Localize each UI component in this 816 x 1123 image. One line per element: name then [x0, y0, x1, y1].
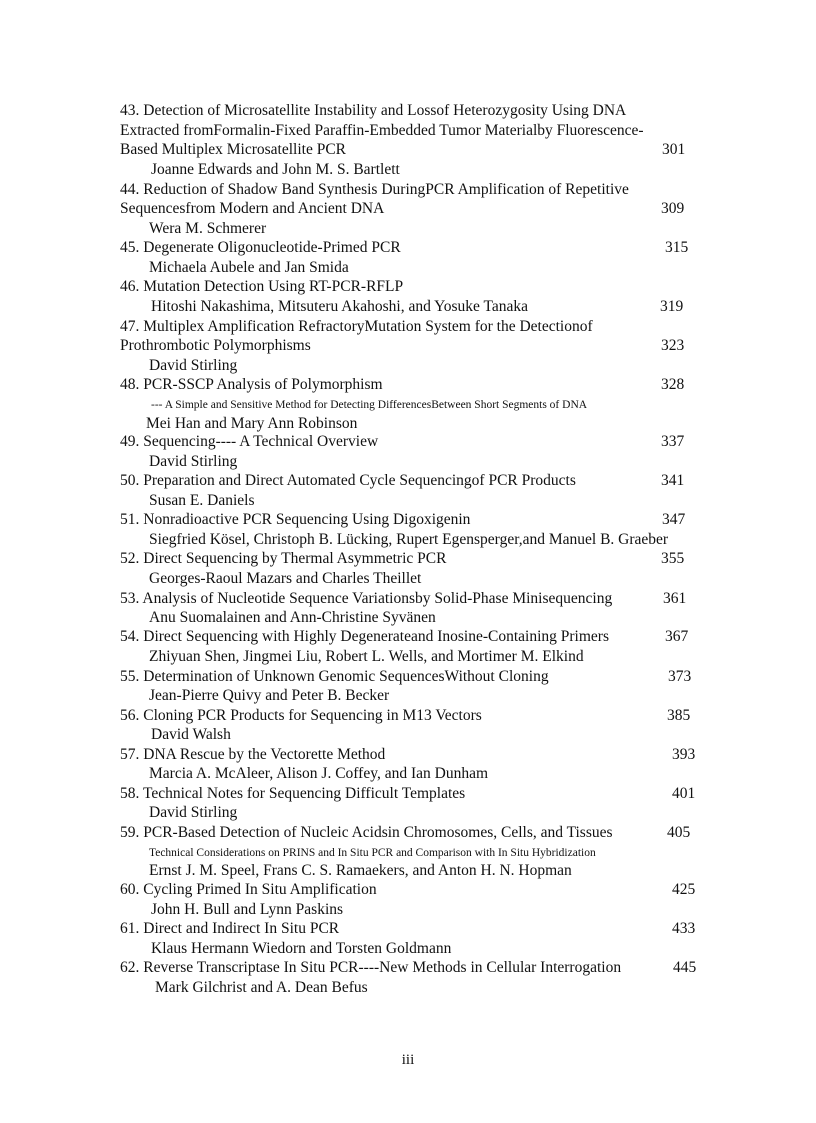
toc-entry-title: 54. Direct Sequencing with Highly Degenerateand Inosine-Containing Primers	[120, 628, 609, 645]
toc-page-number: 367	[665, 628, 689, 645]
toc-entry-title: 52. Direct Sequencing by Thermal Asymmetric PCR	[120, 550, 447, 567]
toc-entry-authors: Jean-Pierre Quivy and Peter B. Becker	[149, 687, 390, 704]
toc-page-number: 425	[672, 881, 696, 898]
toc-page-number: 341	[661, 472, 685, 489]
toc-page-number: 347	[662, 511, 686, 528]
toc-entry-authors: Michaela Aubele and Jan Smida	[149, 259, 349, 276]
toc-entry-title: 61. Direct and Indirect In Situ PCR	[120, 920, 340, 937]
toc-page-number: 301	[662, 141, 686, 158]
toc-entry-title: 43. Detection of Microsatellite Instability and Lossof Heterozygosity Using DNA	[120, 102, 627, 119]
toc-page-number: 309	[661, 200, 685, 217]
toc-page-number: 433	[672, 920, 696, 937]
toc-page-number: 401	[672, 785, 696, 802]
toc-entry-title: Based Multiplex Microsatellite PCR	[120, 141, 347, 158]
toc-entry-authors: Mark Gilchrist and A. Dean Befus	[155, 979, 368, 996]
toc-entry-title: 49. Sequencing---- A Technical Overview	[120, 433, 379, 450]
toc-entry-title: Prothrombotic Polymorphisms	[120, 337, 311, 354]
toc-entry-authors: Klaus Hermann Wiedorn and Torsten Goldmann	[151, 940, 452, 957]
toc-entry-authors: Joanne Edwards and John M. S. Bartlett	[151, 161, 400, 178]
toc-page-number: 445	[673, 959, 697, 976]
page-number-footer: iii	[401, 1052, 415, 1068]
toc-entry-title: Sequencesfrom Modern and Ancient DNA	[120, 200, 385, 217]
toc-page-number: 393	[672, 746, 696, 763]
toc-entry-title: 48. PCR-SSCP Analysis of Polymorphism	[120, 376, 383, 393]
toc-entry-authors: Siegfried Kösel, Christoph B. Lücking, Rupert Egensperger,and Manuel B. Graeber	[149, 531, 669, 548]
toc-entry-authors: Susan E. Daniels	[149, 492, 255, 509]
toc-page-number: 323	[661, 337, 685, 354]
toc-entry-title: 44. Reduction of Shadow Band Synthesis DuringPCR Amplification of Repetitive	[120, 181, 629, 198]
toc-page-number: 337	[661, 433, 685, 450]
toc-entry-title: 62. Reverse Transcriptase In Situ PCR----New Methods in Cellular Interrogation	[120, 959, 622, 976]
toc-entry-authors: David Stirling	[149, 804, 238, 821]
toc-page-number: 361	[663, 590, 687, 607]
toc-entry-title: Extracted fromFormalin-Fixed Paraffin-Embedded Tumor Materialby Fluorescence-	[120, 122, 644, 139]
toc-entry-title: 55. Determination of Unknown Genomic SequencesWithout Cloning	[120, 668, 549, 685]
toc-page-number: 315	[665, 239, 689, 256]
toc-entry-title: 53. Analysis of Nucleotide Sequence Variationsby Solid-Phase Minisequencing	[120, 590, 613, 607]
toc-entry-title: 57. DNA Rescue by the Vectorette Method	[120, 746, 386, 763]
toc-entry-title: 51. Nonradioactive PCR Sequencing Using Digoxigenin	[120, 511, 471, 528]
toc-entry-title: 58. Technical Notes for Sequencing Difficult Templates	[120, 785, 466, 802]
toc-entry-title: 47. Multiplex Amplification RefractoryMutation System for the Detectionof	[120, 318, 593, 335]
toc-entry-title: 60. Cycling Primed In Situ Amplification	[120, 881, 377, 898]
toc-entry-subtitle: --- A Simple and Sensitive Method for Detecting DifferencesBetween Short Segments of DNA	[151, 399, 588, 411]
toc-entry-authors: Anu Suomalainen and Ann-Christine Syvänen	[149, 609, 436, 626]
toc-entry-authors: Zhiyuan Shen, Jingmei Liu, Robert L. Wells, and Mortimer M. Elkind	[149, 648, 584, 665]
toc-entry-authors: David Walsh	[151, 726, 231, 743]
toc-page-number: 328	[661, 376, 685, 393]
toc-entry-title: 50. Preparation and Direct Automated Cycle Sequencingof PCR Products	[120, 472, 576, 489]
toc-page-number: 319	[660, 298, 684, 315]
toc-entry-authors: Georges-Raoul Mazars and Charles Theillet	[149, 570, 422, 587]
toc-entry-authors: David Stirling	[149, 453, 238, 470]
toc-entry-authors: Marcia A. McAleer, Alison J. Coffey, and Ian Dunham	[149, 765, 489, 782]
toc-entry-subtitle: Technical Considerations on PRINS and In Situ PCR and Comparison with In Situ Hybridization	[149, 847, 596, 859]
toc-entry-title: 46. Mutation Detection Using RT-PCR-RFLP	[120, 278, 404, 295]
toc-page-number: 385	[667, 707, 691, 724]
toc-entry-authors: Mei Han and Mary Ann Robinson	[146, 415, 358, 432]
toc-entry-title: 56. Cloning PCR Products for Sequencing in M13 Vectors	[120, 707, 482, 724]
toc-entry-authors: John H. Bull and Lynn Paskins	[151, 901, 344, 918]
toc-entry-title: 45. Degenerate Oligonucleotide-Primed PCR	[120, 239, 401, 256]
toc-entry-authors: Hitoshi Nakashima, Mitsuteru Akahoshi, and Yosuke Tanaka	[151, 298, 529, 315]
toc-entry-authors: Ernst J. M. Speel, Frans C. S. Ramaekers, and Anton H. N. Hopman	[149, 862, 572, 879]
toc-page-number: 405	[667, 824, 691, 841]
toc-entry-authors: Wera M. Schmerer	[149, 220, 267, 237]
toc-page-number: 373	[668, 668, 692, 685]
toc-entry-authors: David Stirling	[149, 357, 238, 374]
toc-page-number: 355	[661, 550, 685, 567]
toc-entry-title: 59. PCR-Based Detection of Nucleic Acidsin Chromosomes, Cells, and Tissues	[120, 824, 613, 841]
